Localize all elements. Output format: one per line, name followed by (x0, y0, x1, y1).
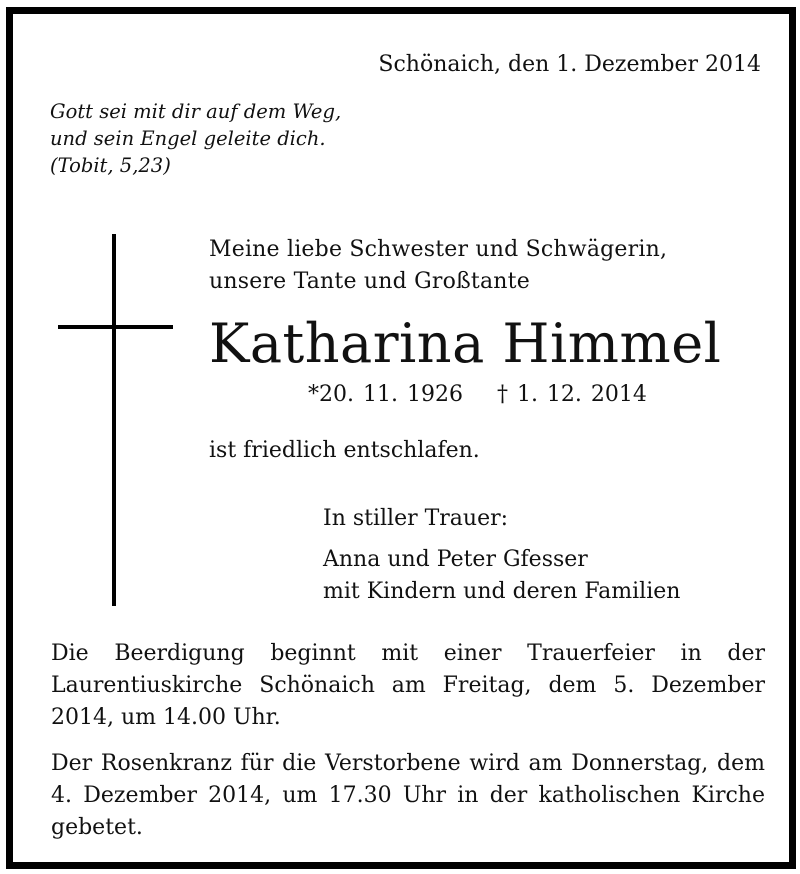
rosary-paragraph: Der Rosenkranz für die Verstorbene wird am Donnerstag, dem 4. Dezember 2014, um 17.30 Uhr in der katholischen Kirche gebetet. (51, 751, 765, 840)
life-dates (308, 382, 647, 407)
verse-line: und sein Engel geleite dich. (50, 127, 326, 150)
verse-line: Gott sei mit dir auf dem Weg, (50, 100, 342, 123)
mourning-heading: In stiller Trauer: (323, 506, 509, 531)
death-date: † 1. 12. 2014 (496, 382, 647, 407)
cross-icon-crossbar (58, 325, 173, 329)
deceased-name: Katharina Himmel (209, 312, 722, 375)
verse-citation: (Tobit, 5,23) (50, 154, 171, 177)
obituary-frame (6, 7, 796, 869)
funeral-paragraph: Die Beerdigung beginnt mit einer Trauerfeier in der Laurentiuskirche Schönaich am Freitag, dem 5. Dezember 2014, um 14.00 Uhr. (51, 641, 765, 730)
mourner-line: mit Kindern und deren Familien (323, 579, 681, 604)
intro-line: unsere Tante und Großtante (209, 269, 530, 294)
mourner-line: Anna und Peter Gfesser (323, 547, 588, 572)
intro-line: Meine liebe Schwester und Schwägerin, (209, 237, 668, 262)
birth-date: *20. 11. 1926 (308, 382, 463, 407)
cross-icon (112, 234, 116, 606)
mourners-list (323, 544, 680, 608)
bible-verse (50, 98, 341, 179)
passed-away-text: ist friedlich entschlafen. (209, 438, 480, 463)
intro-text (209, 234, 667, 298)
date-line: Schönaich, den 1. Dezember 2014 (378, 52, 761, 77)
